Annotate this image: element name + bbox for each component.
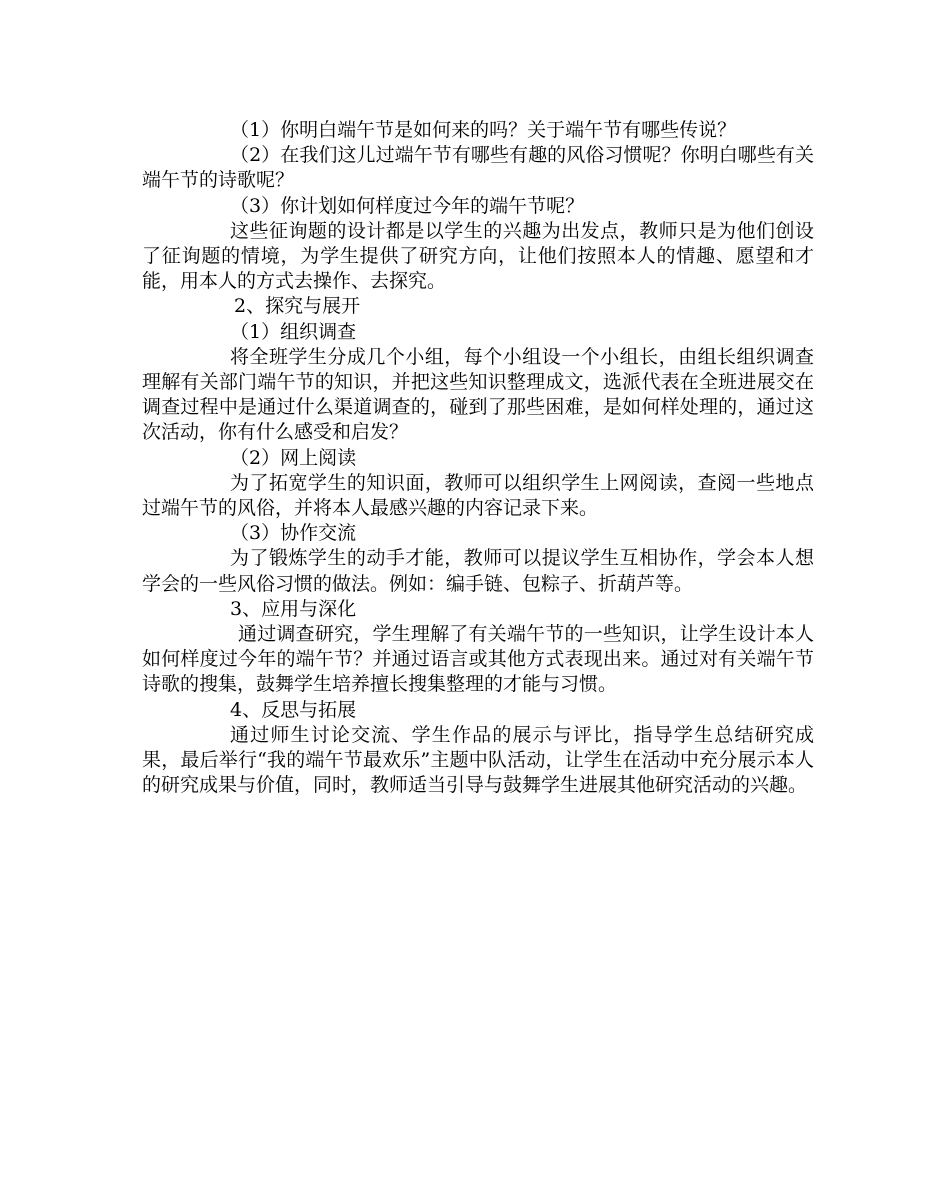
paragraph-apply: 通过调查研究，学生理解了有关端午节的一些知识，让学生设计本人如何样度过今年的端午节？并通过语言或其他方式表现出来。通过对有关端午节诗歌的搜集，鼓舞学生培养擅长搜集整理的才能与习惯。 (142, 623, 814, 696)
subheading-collaboration: （3）协作交流 (230, 522, 357, 545)
paragraph-reflect: 通过师生讨论交流、学生作品的展示与评比，指导学生总结研究成果，最后举行“我的端午节最欢乐”主题中队活动，让学生在活动中充分展示本人的研究成果与价值，同时，教师适当引导与鼓舞学生进展其他研究活动的兴趣。 (142, 723, 814, 797)
document-body (142, 118, 814, 798)
section-heading-apply: 3、应用与深化 (230, 597, 357, 620)
subheading-survey: （1）组织调查 (230, 320, 357, 343)
paragraph-collaboration: 为了锻炼学生的动手才能，教师可以提议学生互相协作，学会本人想学会的一些风俗习惯的做法。例如：编手链、包粽子、折葫芦等。 (142, 547, 814, 595)
question-1: （1）你明白端午节是如何来的吗？关于端午节有哪些传说？ (230, 119, 737, 141)
question-3: （3）你计划如何样度过今年的端午节呢？ (230, 194, 585, 217)
section-heading-explore: 2、探究与展开 (234, 295, 361, 318)
paragraph-question-design: 这些征询题的设计都是以学生的兴趣为出发点，教师只是为他们创设了征询题的情境，为学生提供了研究方向，让他们按照本人的情趣、愿望和才能，用本人的方式去操作、去探究。 (142, 219, 814, 293)
subheading-online-reading: （2）网上阅读 (230, 446, 357, 469)
question-2: （2）在我们这儿过端午节有哪些有趣的风俗习惯呢？你明白哪些有关端午节的诗歌呢？ (142, 144, 814, 192)
paragraph-survey: 将全班学生分成几个小组，每个小组设一个小组长，由组长组织调查理解有关部门端午节的知识，并把这些知识整理成文，选派代表在全班进展交在调查过程中是通过什么渠道调查的，碰到了那些困难，是如何样处理的，通过这次活动，你有什么感受和启发？ (142, 345, 814, 444)
section-heading-reflect: 4、反思与拓展 (230, 698, 357, 721)
paragraph-online-reading: 为了拓宽学生的知识面，教师可以组织学生上网阅读，查阅一些地点过端午节的风俗，并将本人最感兴趣的内容记录下来。 (142, 471, 814, 520)
